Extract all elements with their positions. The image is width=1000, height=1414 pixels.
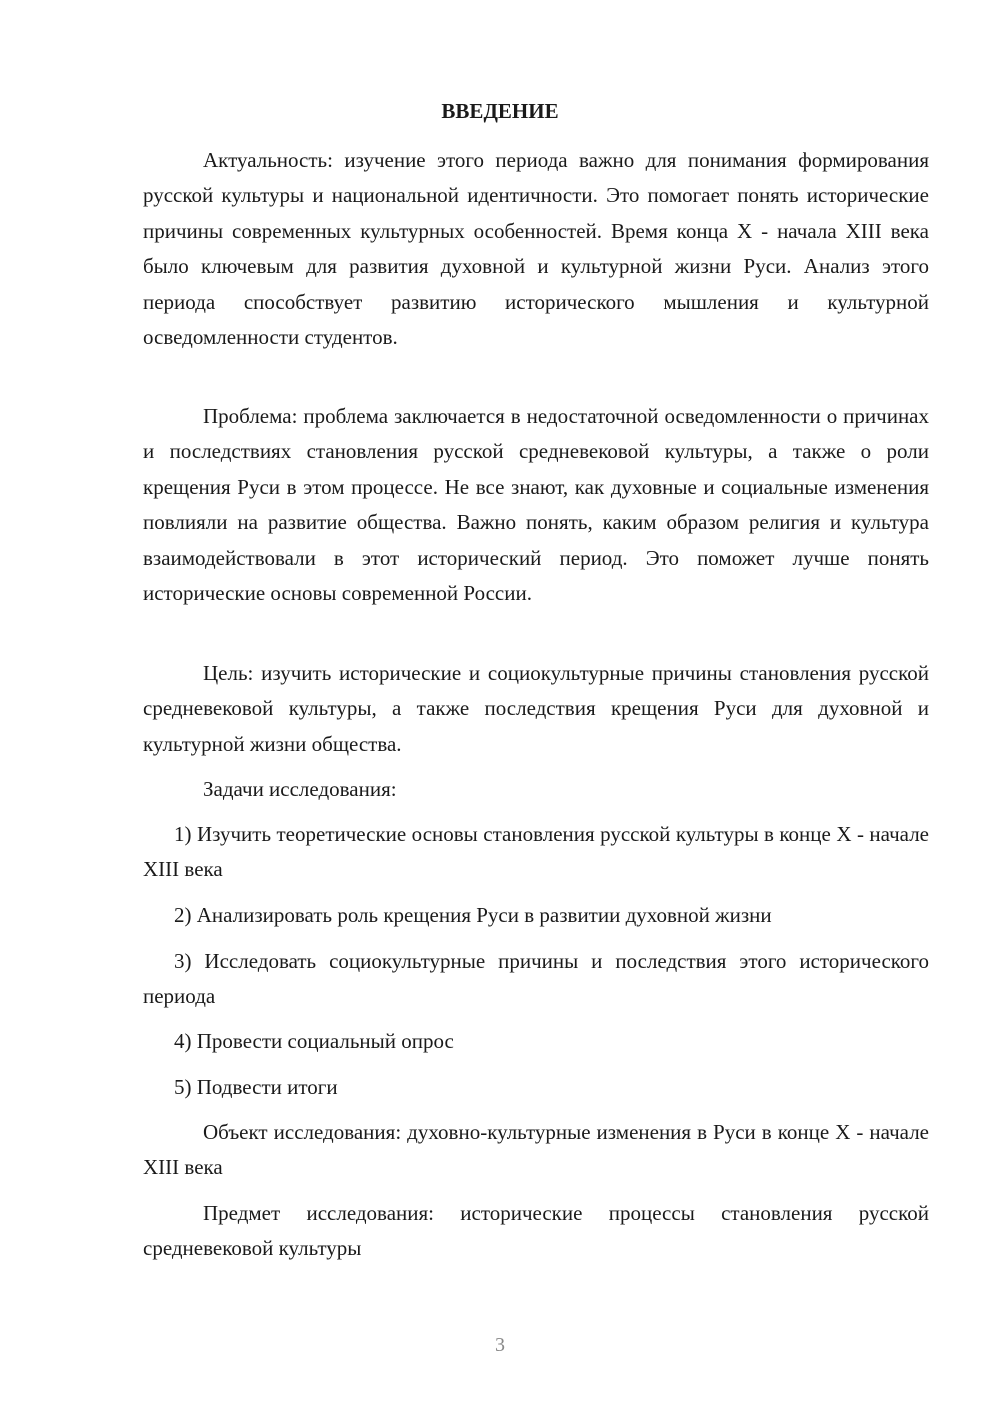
page-title: ВВЕДЕНИЕ [441, 99, 559, 123]
paragraph-subject: Предмет исследования: исторические процессы становления русской средневековой культуры [143, 1201, 929, 1261]
paragraph-problem: Проблема: проблема заключается в недостаточной осведомленности о причинах и последствиях становления русской средневековой культуры, а также о роли крещения Руси в этом процессе. Не все знают, как духовные и социальные изменения повлияли на развитие общества. Важно понять, каким образом религия и культура взаимодействовали в этот исторический период. Это поможет лучше понять исторические основы современной России. [143, 404, 929, 606]
paragraph-goal: Цель: изучить исторические и социокультурные причины становления русской средневековой культуры, а также последствия крещения Руси для духовной и культурной жизни общества. [143, 661, 929, 756]
paragraph-relevance: Актуальность: изучение этого периода важно для понимания формирования русской культуры и национальной идентичности. Это помогает понять исторические причины современных культурных особенностей. Время конца X - начала XIII века было ключевым для развития духовной и культурной жизни Руси. Анализ этого периода способствует развитию исторического мышления и культурной осведомленности студентов. [143, 148, 929, 350]
task-item-4: 4) Провести социальный опрос [174, 1029, 454, 1053]
page-number: 3 [495, 1334, 505, 1356]
task-item-2: 2) Анализировать роль крещения Руси в развитии духовной жизни [174, 903, 772, 927]
tasks-title: Задачи исследования: [203, 777, 397, 801]
task-item-3: 3) Исследовать социокультурные причины и последствия этого исторического периода [143, 949, 929, 1009]
task-item-1: 1) Изучить теоретические основы становления русской культуры в конце X - начале XIII века [143, 822, 929, 882]
task-item-5: 5) Подвести итоги [174, 1075, 338, 1099]
paragraph-object: Объект исследования: духовно-культурные изменения в Руси в конце X - начале XIII века [143, 1120, 929, 1180]
